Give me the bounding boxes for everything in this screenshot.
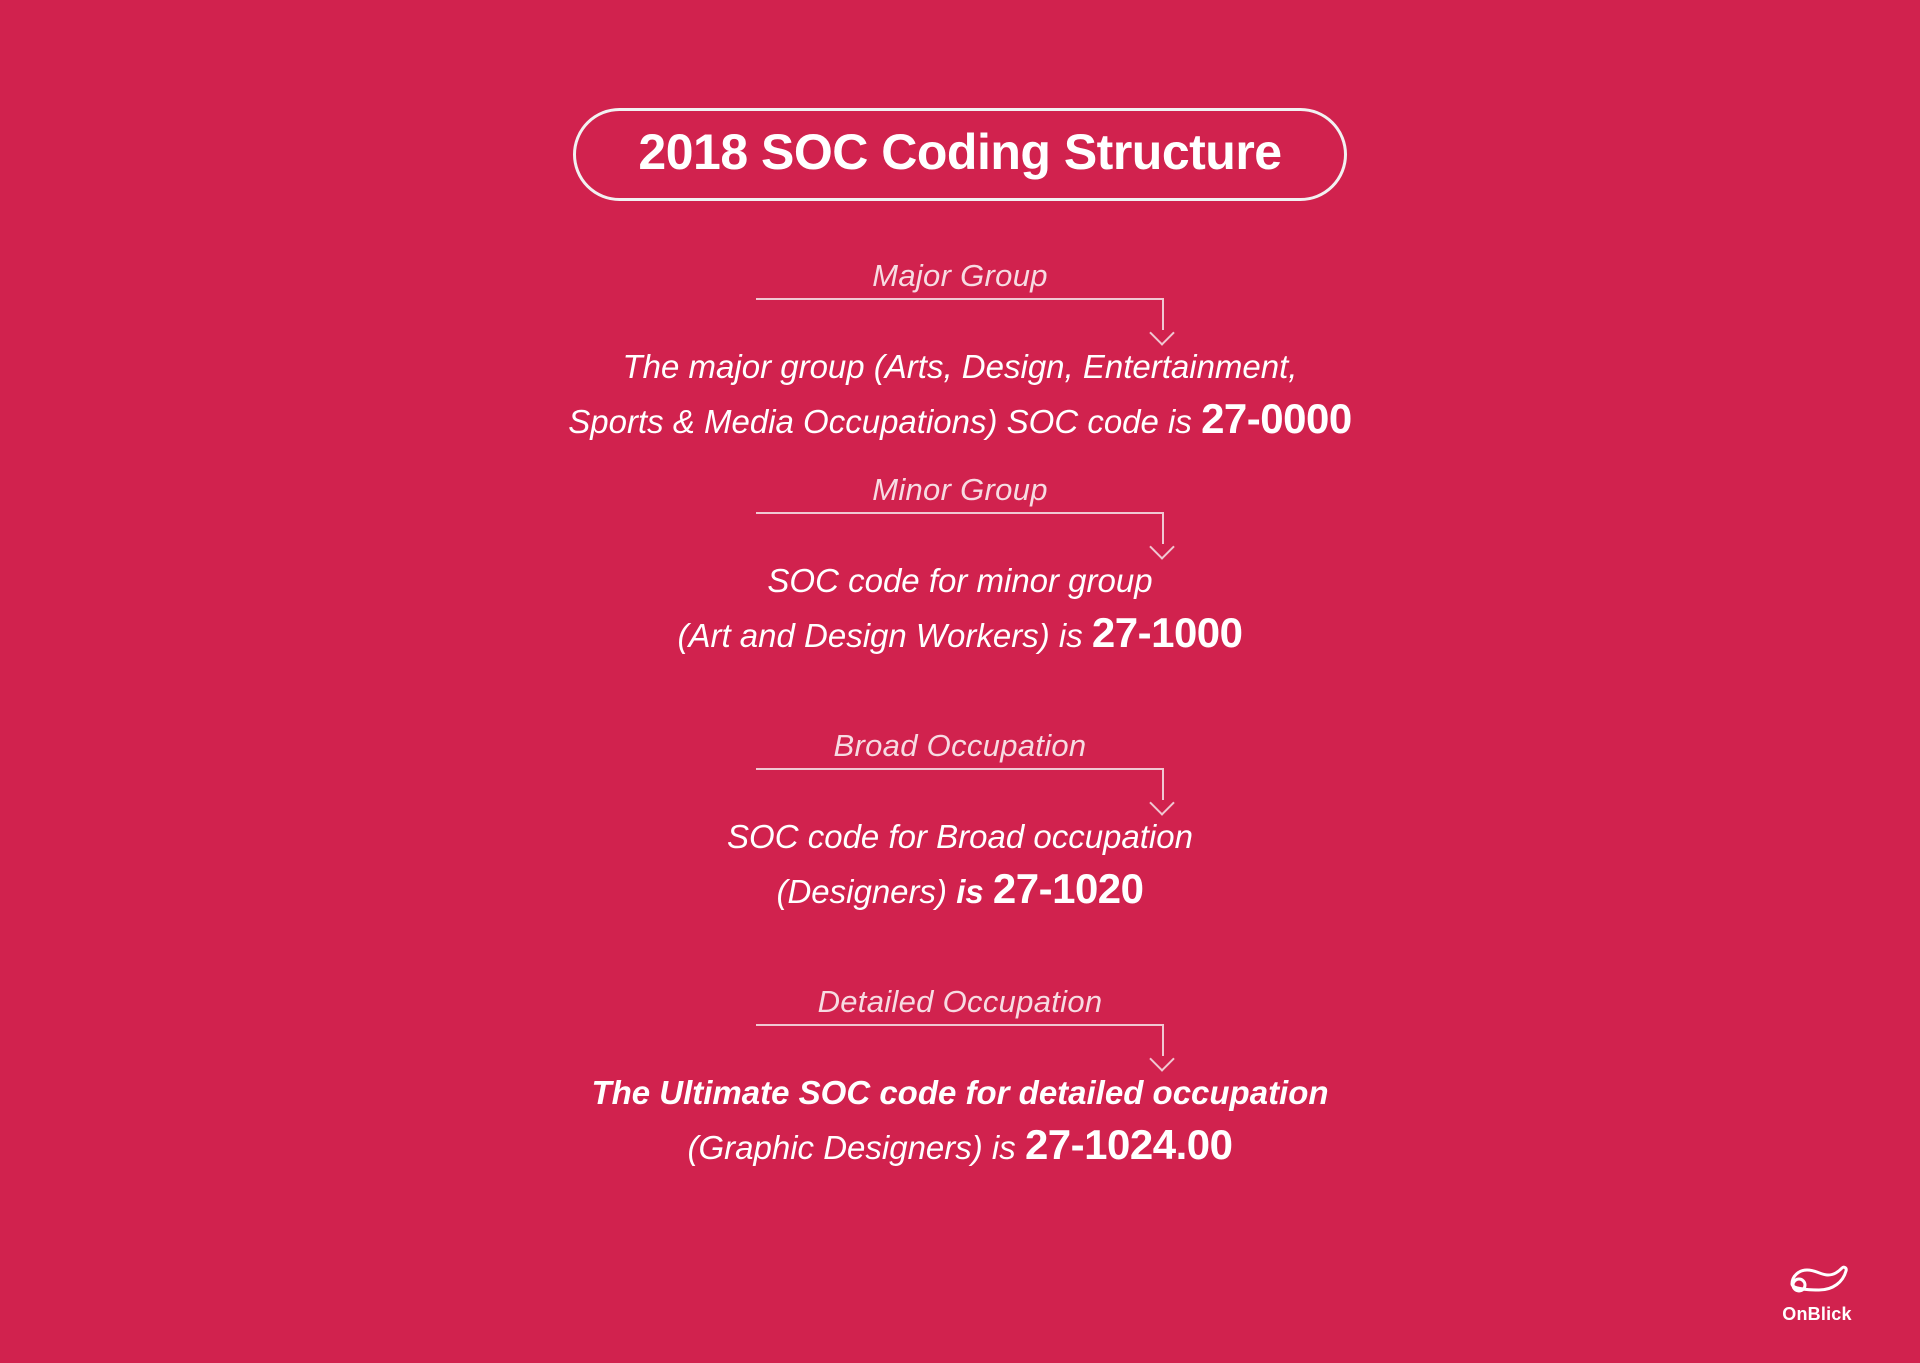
detailed-occupation-soc-code: 27-1024.00 — [1024, 1120, 1233, 1168]
arrow-down-icon — [1149, 1046, 1174, 1071]
block-label-broad-occupation: Broad Occupation — [833, 728, 1087, 763]
detailed-occupation-line2 — [591, 1116, 1328, 1174]
major-group-line2-text: Sports & Media Occupations) SOC code is — [568, 402, 1202, 440]
connector-arrow-broad-occupation — [756, 768, 1164, 810]
minor-group-line1: SOC code for minor group — [767, 562, 1153, 599]
page-title: 2018 SOC Coding Structure — [638, 124, 1282, 180]
broad-occupation-soc-code: 27-1020 — [992, 864, 1144, 912]
arrow-down-icon — [1149, 534, 1174, 559]
broad-occupation-is-word: is — [956, 872, 993, 910]
connector-arrow-major-group — [756, 298, 1164, 340]
major-group-line2 — [568, 390, 1351, 448]
block-broad-occupation — [0, 728, 1920, 917]
block-label-major-group: Major Group — [872, 258, 1048, 293]
title-area — [0, 108, 1920, 201]
broad-occupation-line2 — [727, 860, 1193, 918]
block-detailed-occupation — [0, 984, 1920, 1173]
block-major-group — [0, 258, 1920, 447]
block-description-broad-occupation — [727, 814, 1193, 917]
connector-horizontal-line — [756, 1024, 1164, 1026]
major-group-line1: The major group (Arts, Design, Entertainment, — [622, 348, 1298, 385]
arrow-down-icon — [1149, 790, 1174, 815]
broad-occupation-line1: SOC code for Broad occupation — [727, 818, 1193, 855]
minor-group-soc-code: 27-1000 — [1091, 608, 1243, 656]
block-minor-group — [0, 472, 1920, 661]
connector-horizontal-line — [756, 298, 1164, 300]
arrow-down-icon — [1149, 320, 1174, 345]
title-pill — [573, 108, 1346, 201]
block-description-detailed-occupation — [591, 1070, 1328, 1173]
connector-arrow-detailed-occupation — [756, 1024, 1164, 1066]
block-description-minor-group — [677, 558, 1242, 661]
connector-arrow-minor-group — [756, 512, 1164, 554]
blob-icon — [1782, 1262, 1852, 1302]
minor-group-line2-text: (Art and Design Workers) is — [677, 616, 1092, 654]
detailed-occupation-line2-text: (Graphic Designers) is — [687, 1128, 1025, 1166]
connector-horizontal-line — [756, 512, 1164, 514]
connector-horizontal-line — [756, 768, 1164, 770]
block-description-major-group — [568, 344, 1351, 447]
block-label-minor-group: Minor Group — [872, 472, 1048, 507]
brand-logo — [1762, 1262, 1872, 1325]
detailed-occupation-line1: The Ultimate SOC code for detailed occupation — [591, 1074, 1329, 1111]
broad-occupation-line2-text: (Designers) — [776, 872, 957, 910]
brand-name: OnBlick — [1782, 1304, 1852, 1324]
major-group-soc-code: 27-0000 — [1201, 394, 1352, 442]
minor-group-line2 — [677, 604, 1242, 662]
block-label-detailed-occupation: Detailed Occupation — [817, 984, 1103, 1019]
